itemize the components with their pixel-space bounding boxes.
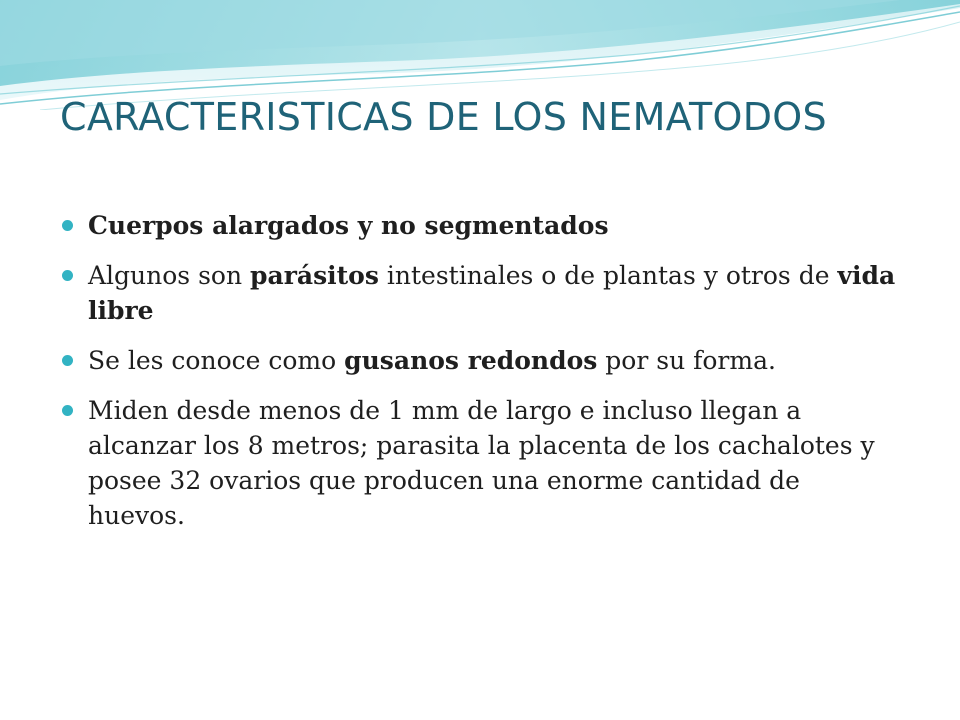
slide-title: CARACTERISTICAS DE LOS NEMATODOS: [60, 95, 827, 139]
bullet-item: [60, 393, 900, 533]
bullet-text-bold: Cuerpos alargados y no segmentados: [88, 211, 609, 240]
bullet-text: Miden desde menos de 1 mm de largo e incluso llegan a alcanzar los 8 metros; parasita la placenta de los cachalotes y posee 32 ovarios que producen una enorme cantidad de huevos.: [88, 396, 875, 530]
bullet-dot-icon: [62, 270, 73, 281]
bullet-text: por su forma.: [597, 346, 776, 375]
bullet-text: intestinales o de plantas y otros de: [378, 261, 838, 290]
bullet-dot-icon: [62, 355, 73, 366]
bullet-list: [60, 208, 900, 548]
bullet-dot-icon: [62, 220, 73, 231]
bullet-text-bold: parásitos: [250, 261, 379, 290]
bullet-text-bold: vida libre: [88, 261, 896, 325]
bullet-item: [60, 258, 900, 328]
bullet-item: [60, 343, 900, 378]
bullet-text: Algunos son: [88, 261, 251, 290]
bullet-text: Se les conoce como: [88, 346, 345, 375]
bullet-text-bold: gusanos redondos: [344, 346, 598, 375]
wave-header-decoration: [0, 0, 960, 110]
bullet-dot-icon: [62, 405, 73, 416]
bullet-item: [60, 208, 900, 243]
